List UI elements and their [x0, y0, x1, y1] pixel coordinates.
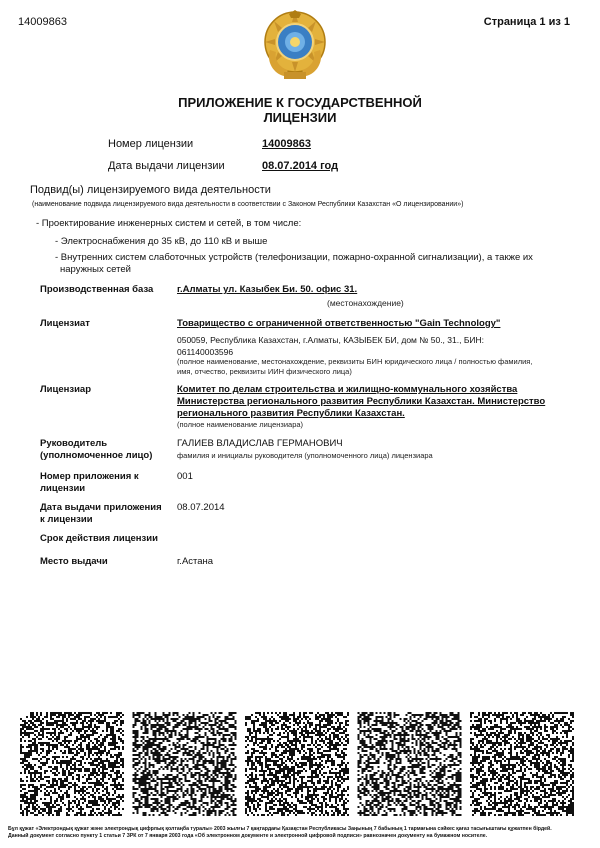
appendix-number-label-line-2: лицензии	[40, 483, 86, 494]
state-emblem-icon	[262, 10, 328, 82]
subtype-heading: Подвид(ы) лицензируемого вида деятельности	[30, 184, 271, 196]
title-line-1: ПРИЛОЖЕНИЕ К ГОСУДАРСТВЕННОЙ	[178, 95, 422, 110]
head-label-line-2: (уполномоченное лицо)	[40, 450, 153, 461]
qr-code-2	[133, 712, 237, 816]
appendix-date-value: 08.07.2014	[177, 502, 225, 513]
licensor-line-1: Комитет по делам строительства и жилищно-коммунального хозяйства	[177, 384, 518, 395]
licensor-line-2: Министерства регионального развития Республики Казахстан. Министерство	[177, 396, 546, 407]
licensor-label: Лицензиар	[40, 384, 92, 395]
appendix-number-value: 001	[177, 471, 193, 482]
place-of-issue-label: Место выдачи	[40, 556, 108, 567]
activity-main: - Проектирование инженерных систем и сетей, в том числе:	[36, 218, 302, 229]
subtype-note: (наименование подвида лицензируемого вида деятельности в соответствии с Законом Республики Казахстан «О лицензировании»)	[32, 201, 464, 208]
validity-label: Срок действия лицензии	[40, 533, 158, 544]
document-number: 14009863	[18, 16, 67, 28]
license-date-label: Дата выдачи лицензии	[108, 160, 225, 172]
qr-codes	[20, 712, 580, 827]
production-base-note: (местонахождение)	[327, 298, 404, 308]
activity-item-2-line-2: наружных сетей	[60, 264, 131, 275]
activity-item-2-line-1: - Внутренних систем слаботочных устройств (телефонизации, пожарно-охранной сигнализации), а также их	[55, 252, 533, 263]
appendix-date-label-line-1: Дата выдачи приложения	[40, 502, 162, 513]
footer-line-1: Бұл құжат «Электрондық құжат және электрондық цифрлық қолтаңба туралы» 2003 жылғы 7 қаңтардағы Қазақстан Республикасы Заңының 7 бабының 1 тармағына сәйкес қағаз тасығыштағы құжатпен бірдей.	[8, 826, 552, 832]
production-base-value: г.Алматы ул. Казыбек Би. 50. офис 31.	[177, 284, 358, 295]
footer-line-2: Данный документ согласно пункту 1 статьи 7 ЗРК от 7 января 2003 года «Об электронном документе и электронной цифровой подписи» равнозначен документу на бумажном носителе.	[8, 833, 488, 839]
legal-footer	[8, 826, 592, 840]
head-label-line-1: Руководитель	[40, 438, 108, 449]
license-number-value: 14009863	[262, 138, 311, 150]
title-line-2: ЛИЦЕНЗИИ	[263, 110, 337, 125]
licensee-name: Товарищество с ограниченной ответственностью "Gain Technology"	[177, 318, 501, 329]
head-name: ГАЛИЕВ ВЛАДИСЛАВ ГЕРМАНОВИЧ	[177, 438, 343, 449]
place-of-issue-value: г.Астана	[177, 556, 214, 567]
production-base-label: Производственная база	[40, 284, 154, 295]
licensee-note-line-2: имя, отчество, реквизиты ИИН физического лица)	[177, 367, 352, 376]
qr-code-4	[358, 712, 462, 816]
licensee-address-line-2: 061140003596	[177, 347, 234, 357]
page-indicator: Страница 1 из 1	[483, 16, 570, 28]
licensee-note-line-1: (полное наименование, местонахождение, реквизиты БИН юридического лица / полностью фамилия,	[177, 357, 533, 366]
license-number-label: Номер лицензии	[108, 138, 194, 150]
licensor-note: (полное наименование лицензиара)	[177, 420, 304, 429]
license-date-value: 08.07.2014 год	[262, 160, 339, 172]
licensee-label: Лицензиат	[40, 318, 90, 329]
licensor-line-3: регионального развития Республики Казахстан.	[177, 408, 405, 419]
appendix-number-label-line-1: Номер приложения к	[40, 471, 139, 482]
licensee-address-line-1: 050059, Республика Казахстан, г.Алматы, КАЗЫБЕК БИ, дом № 50., 31., БИН:	[177, 335, 485, 345]
appendix-date-label-line-2: к лицензии	[40, 514, 93, 525]
qr-code-1	[20, 712, 124, 816]
qr-code-3	[245, 712, 349, 816]
document-title	[0, 95, 600, 125]
activity-item-1: - Электроснабжения до 35 кВ, до 110 кВ и выше	[55, 236, 268, 247]
qr-code-5	[470, 712, 574, 816]
head-note: фамилия и инициалы руководителя (уполномоченного лица) лицензиара	[177, 451, 433, 460]
